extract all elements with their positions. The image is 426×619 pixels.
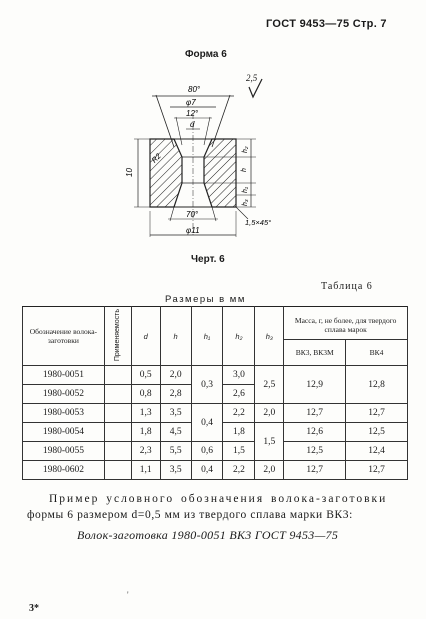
cell-designation: 1980-0054	[23, 423, 105, 442]
col-header-h1: h₁	[191, 307, 223, 366]
h2-label: h₂	[242, 146, 249, 153]
cell-d: 1,3	[131, 404, 160, 423]
cell-h2: 2,2	[223, 404, 255, 423]
cell-designation: 1980-0051	[23, 366, 105, 385]
cell-mass-vk4: 12,5	[346, 423, 408, 442]
die-body-left	[150, 139, 182, 207]
cell-h2: 2,2	[223, 461, 255, 480]
cell-h: 4,5	[160, 423, 191, 442]
col-header-h2: h₂	[223, 307, 255, 366]
cell-applicability	[104, 385, 131, 404]
col-header-vk3: ВК3, ВК3М	[284, 340, 346, 366]
cell-mass-vk4: 12,8	[346, 366, 408, 404]
col-header-vk4: ВК4	[346, 340, 408, 366]
cell-applicability	[104, 461, 131, 480]
table-row	[23, 366, 408, 385]
cell-h: 2,0	[160, 366, 191, 385]
cell-mass-vk3: 12,7	[284, 461, 346, 480]
h-label: h	[241, 168, 248, 172]
table-row	[23, 404, 408, 423]
cell-d: 1,1	[131, 461, 160, 480]
col-header-designation: Обозначение волока-заготовки	[23, 307, 105, 366]
figure-caption: Черт. 6	[191, 254, 225, 265]
die-cross-section-drawing	[110, 75, 300, 250]
col-header-d: d	[131, 307, 160, 366]
cell-mass-vk4: 12,4	[346, 442, 408, 461]
radius-label: R2	[149, 151, 163, 165]
col-header-applicability	[104, 307, 131, 366]
table-row	[23, 461, 408, 480]
example-designation: Волок-заготовка 1980-0051 ВК3 ГОСТ 9453—75	[77, 528, 339, 542]
cell-designation: 1980-0055	[23, 442, 105, 461]
cell-designation: 1980-0053	[23, 404, 105, 423]
example-line-1: Пример условного обозначения волока-заготовки	[49, 493, 388, 505]
cell-h1: 0,6	[191, 442, 223, 461]
cell-applicability	[104, 366, 131, 385]
page-header: ГОСТ 9453—75 Стр. 7	[266, 18, 387, 30]
cell-h2: 1,5	[223, 442, 255, 461]
angle-top-label: 80°	[188, 85, 201, 94]
cell-d: 0,8	[131, 385, 160, 404]
cell-mass-vk3: 12,7	[284, 404, 346, 423]
cell-h: 5,5	[160, 442, 191, 461]
cell-h2: 1,8	[223, 423, 255, 442]
cell-designation: 1980-0052	[23, 385, 105, 404]
cell-mass-vk4: 12,7	[346, 461, 408, 480]
cell-h1: 0,4	[191, 404, 223, 442]
cell-mass-vk3: 12,6	[284, 423, 346, 442]
roughness-value: 2,5	[246, 73, 258, 83]
phi11-label: φ11	[186, 226, 200, 235]
h3-label: h₃	[242, 199, 249, 206]
cell-mass-vk4: 12,7	[346, 404, 408, 423]
cell-d: 2,3	[131, 442, 160, 461]
cell-h1: 0,4	[191, 461, 223, 480]
col-header-h3: h₃	[255, 307, 284, 366]
angle-12-label: 12°	[186, 109, 199, 118]
cell-h2: 2,6	[223, 385, 255, 404]
cell-h1: 0,3	[191, 366, 223, 404]
figure-title: Форма 6	[185, 49, 227, 60]
cell-h3: 2,5	[255, 366, 284, 404]
cell-applicability	[104, 423, 131, 442]
cell-designation: 1980-0602	[23, 461, 105, 480]
table-row	[23, 442, 408, 461]
cell-applicability	[104, 404, 131, 423]
cell-h2: 3,0	[223, 366, 255, 385]
cell-mass-vk3: 12,5	[284, 442, 346, 461]
dimensions-label: Размеры в мм	[165, 294, 246, 305]
chamfer-label: 1,5×45°	[245, 218, 272, 227]
cell-d: 0,5	[131, 366, 160, 385]
angle-70-label: 70°	[186, 210, 199, 219]
cell-d: 1,8	[131, 423, 160, 442]
example-line-2: формы 6 размером d=0,5 мм из твердого сплава марки ВК3:	[27, 509, 353, 521]
d-label: d	[190, 120, 195, 129]
cell-applicability	[104, 442, 131, 461]
phi7-label: φ7	[186, 98, 196, 107]
die-body-right	[204, 139, 236, 207]
col-header-h: h	[160, 307, 191, 366]
applicability-label: Применяемость	[113, 308, 121, 362]
cell-mass-vk3: 12,9	[284, 366, 346, 404]
cell-h: 2,8	[160, 385, 191, 404]
cell-h: 3,5	[160, 404, 191, 423]
col-header-mass: Масса, г, не более, для твердого сплава марок	[284, 307, 408, 340]
cell-h3: 2,0	[255, 461, 284, 480]
h1-label: h₁	[242, 186, 249, 193]
dimensions-table	[22, 306, 408, 480]
cell-h: 3,5	[160, 461, 191, 480]
cell-h3: 1,5	[255, 423, 284, 461]
page-mark: 3*	[29, 603, 39, 614]
height-10-label: 10	[125, 168, 134, 177]
cell-h3: 2,0	[255, 404, 284, 423]
table-label: Таблица 6	[321, 281, 373, 292]
margin-mark: '	[127, 590, 129, 600]
